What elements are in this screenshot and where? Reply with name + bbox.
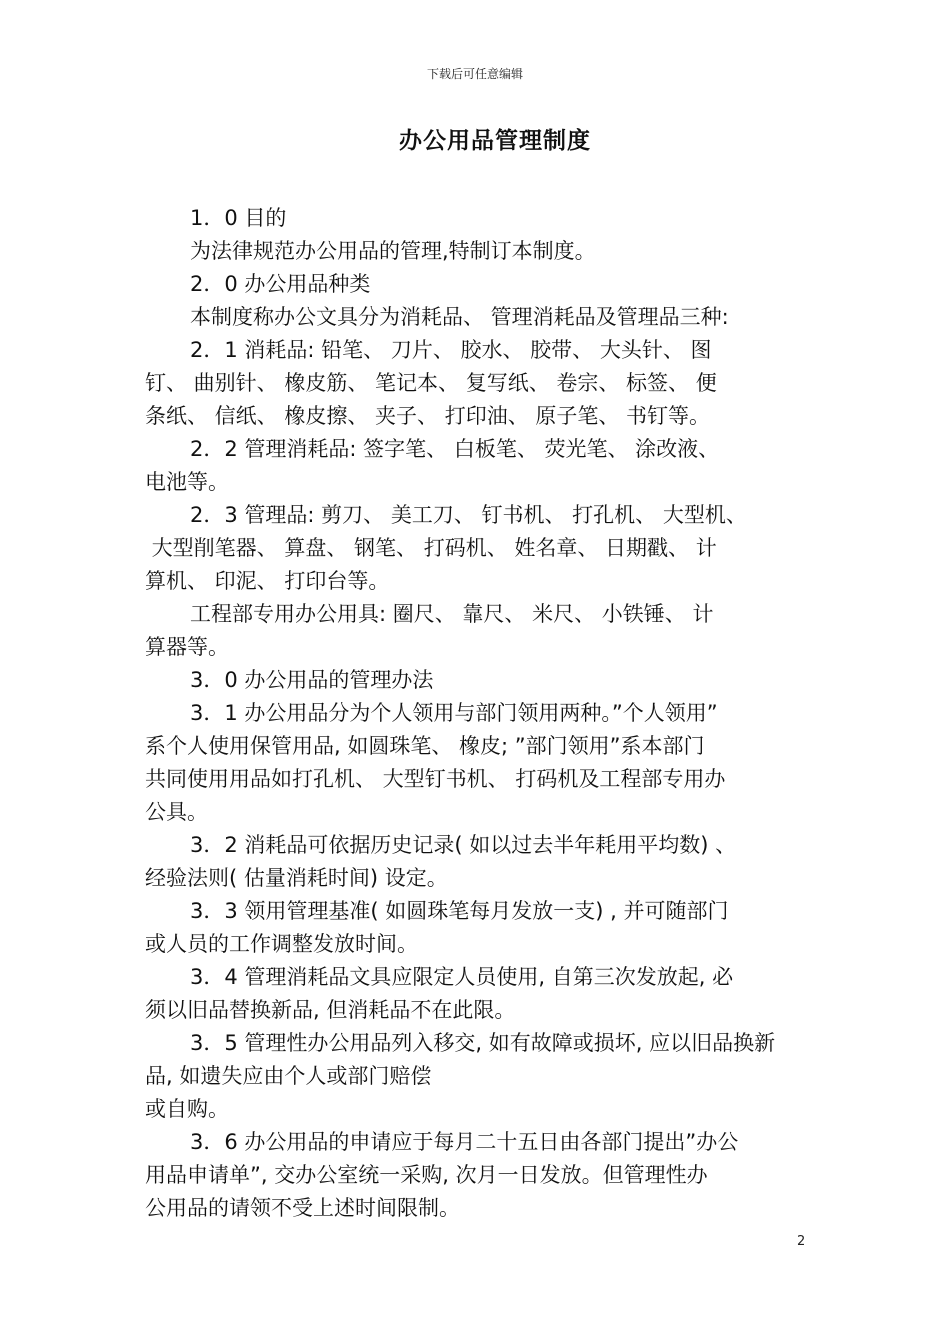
paragraph-line: 共同使用用品如打孔机、 大型钉书机、 打码机及工程部专用办 bbox=[145, 767, 726, 791]
paragraph-line: 为法律规范办公用品的管理,特制订本制度。 bbox=[190, 239, 596, 263]
paragraph-line: 3．5 管理性办公用品列入移交, 如有故障或损坏, 应以旧品换新 bbox=[190, 1031, 776, 1055]
paragraph-line: 算机、 印泥、 打印台等。 bbox=[145, 569, 390, 593]
paragraph-line: 3．4 管理消耗品文具应限定人员使用, 自第三次发放起, 必 bbox=[190, 965, 734, 989]
paragraph-line: 或自购。 bbox=[145, 1097, 229, 1121]
paragraph-line: 须以旧品替换新品, 但消耗品不在此限。 bbox=[145, 998, 516, 1022]
paragraph-line: 用品申请单”, 交办公室统一采购, 次月一日发放。但管理性办 bbox=[145, 1163, 708, 1187]
paragraph-line: 2．0 办公用品种类 bbox=[190, 272, 371, 296]
paragraph-line: 条纸、 信纸、 橡皮擦、 夹子、 打印油、 原子笔、 书钉等。 bbox=[145, 404, 711, 428]
paragraph-line: 1．0 目的 bbox=[190, 206, 287, 230]
paragraph-line: 3．3 领用管理基准( 如圆珠笔每月发放一支) , 并可随部门 bbox=[190, 899, 729, 923]
paragraph-line: 3．1 办公用品分为个人领用与部门领用两种。”个人领用” bbox=[190, 701, 718, 725]
paragraph-line: 经验法则( 估量消耗时间) 设定。 bbox=[145, 866, 448, 890]
paragraph-line: 工程部专用办公用具: 圈尺、 靠尺、 米尺、 小铁锤、 计 bbox=[190, 602, 714, 626]
paragraph-line: 2．2 管理消耗品: 签字笔、 白板笔、 荧光笔、 涂改液、 bbox=[190, 437, 720, 461]
paragraph-line: 本制度称办公文具分为消耗品、 管理消耗品及管理品三种: bbox=[190, 305, 729, 329]
document-title: 办公用品管理制度 bbox=[399, 128, 591, 154]
paragraph-line: 3．0 办公用品的管理办法 bbox=[190, 668, 434, 692]
page-number: 2 bbox=[797, 1234, 806, 1249]
paragraph-line: 钉、 曲别针、 橡皮筋、 笔记本、 复写纸、 卷宗、 标签、 便 bbox=[145, 371, 717, 395]
paragraph-line: 系个人使用保管用品, 如圆珠笔、 橡皮; ”部门领用”系本部门 bbox=[145, 734, 705, 758]
paragraph-line: 3．6 办公用品的申请应于每月二十五日由各部门提出”办公 bbox=[190, 1130, 739, 1154]
paragraph-line: 2．3 管理品: 剪刀、 美工刀、 钉书机、 打孔机、 大型机、 bbox=[190, 503, 747, 527]
paragraph-line: 电池等。 bbox=[145, 470, 229, 494]
paragraph-line: 或人员的工作调整发放时间。 bbox=[145, 932, 418, 956]
paragraph-line: 品, 如遗失应由个人或部门赔偿 bbox=[145, 1064, 432, 1088]
paragraph-line: 大型削笔器、 算盘、 钢笔、 打码机、 姓名章、 日期戳、 计 bbox=[145, 536, 717, 560]
download-note: 下载后可任意编辑 bbox=[426, 67, 523, 81]
paragraph-line: 公具。 bbox=[145, 800, 208, 824]
paragraph-line: 算器等。 bbox=[145, 635, 229, 659]
paragraph-line: 2．1 消耗品: 铅笔、 刀片、 胶水、 胶带、 大头针、 图 bbox=[190, 338, 712, 362]
paragraph-line: 公用品的请领不受上述时间限制。 bbox=[145, 1196, 460, 1220]
paragraph-line: 3．2 消耗品可依据历史记录( 如以过去半年耗用平均数) 、 bbox=[190, 833, 737, 857]
